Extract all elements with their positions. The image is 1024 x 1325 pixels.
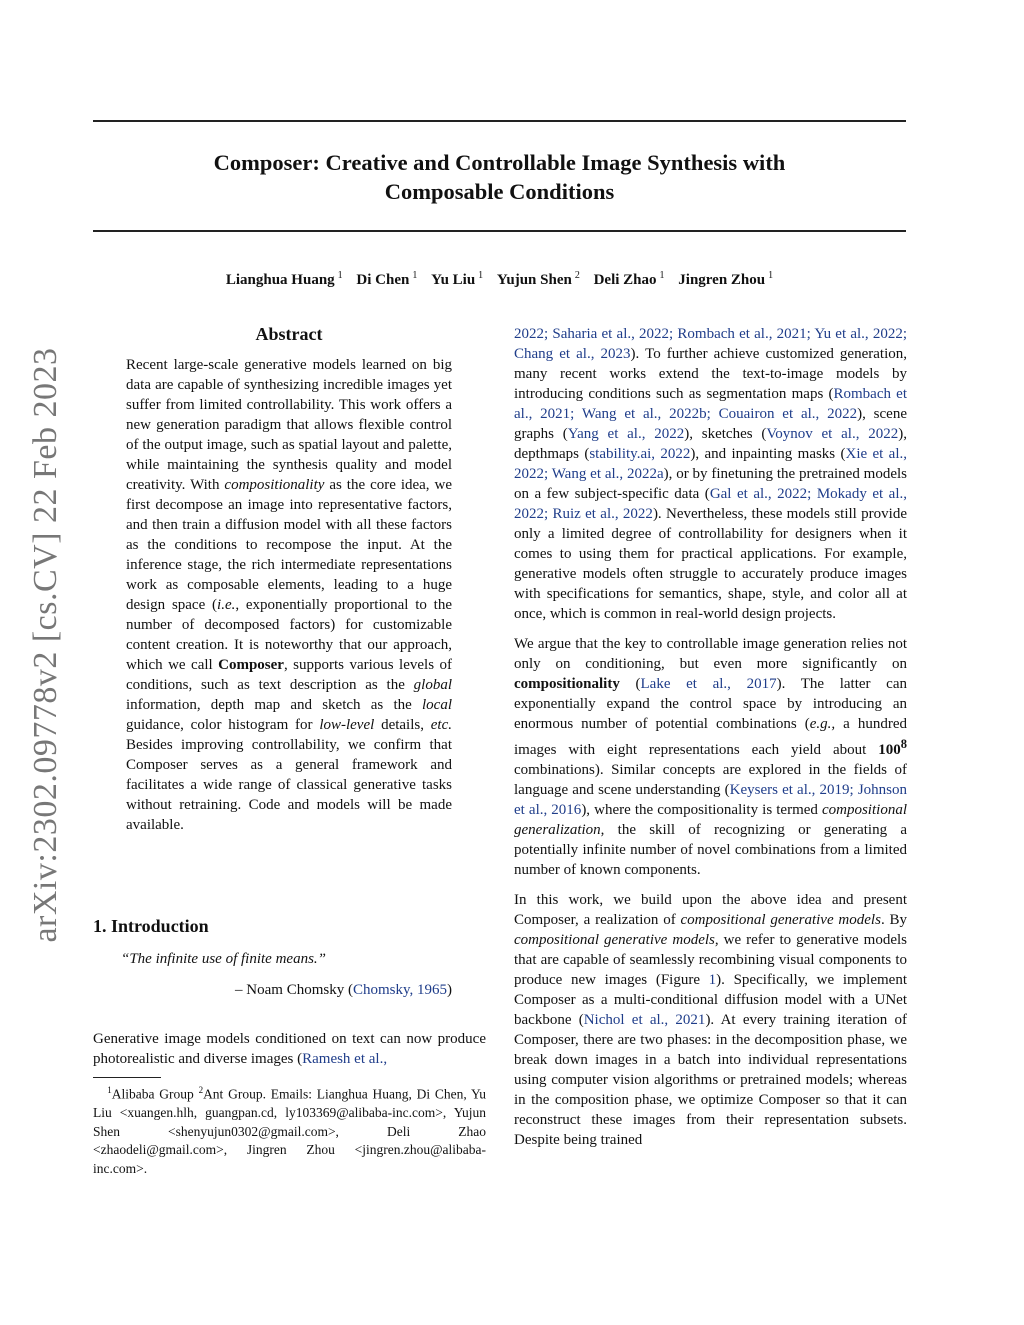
epigraph-quote: “The infinite use of finite means.” (121, 951, 326, 967)
citation-link[interactable]: Lake et al., 2017 (640, 676, 777, 692)
affiliation-footnote: $^1$Alibaba Group $^2$Ant Group. Emails: Lianghua Huang, Di Chen, Yu Liu <xuangen.hlh, guangpan.cd, ly103369@alibaba-inc.com>, Yujun Shen <shenyujun0302@gmail.com>, Deli Zhao <zhaodeli@gmail.com>, Jingren Zhou <jingren.zhou@alibaba-inc.com>. (93, 1085, 486, 1176)
citation-link[interactable]: Ramesh et al., (302, 1051, 388, 1067)
author: Di Chen $^1$ (356, 270, 418, 288)
citation-link[interactable]: Chomsky, 1965 (352, 982, 447, 998)
paragraph: 2022; Saharia et al., 2022; Rombach et al., 2021; Yu et al., 2022; Chang et al., 2023). To further achieve customized generation, many recent works extend the text-to-image models by introducing conditions such as segmentation maps (Rombach et al., 2021; Wang et al., 2022b; Couairon et al., 2022), scene graphs (Yang et al., 2022), sketches (Voynov et al., 2022), depthmaps (stability.ai, 2022), and inpainting masks (Xie et al., 2022; Wang et al., 2022a), or by finetuning the pretrained models on a few subject-specific data (Gal et al., 2022; Mokady et al., 2022; Ruiz et al., 2022). Nevertheless, these models still provide only a limited degree of controllability for designers when it comes to using them for practical applications. For example, generative models often struggle to accurately produce images with specifications for semantics, shape, style, and color all at once, which is common in real-world design projects. (514, 326, 908, 622)
right-column (514, 324, 907, 1160)
author-list (93, 266, 906, 290)
title-bottom-rule (93, 230, 906, 232)
citation-link[interactable]: Rombach et al., 2021; Wang et al., 2022b; Couairon et al., 2022 (514, 386, 907, 422)
paragraph: In this work, we build upon the above idea and present Composer, a realization of compositional generative models. By compositional generative models, we refer to generative models that are capable of seamlessly recombining visual components to produce new images (Figure 1). Specifically, we implement Composer as a multi-conditional diffusion model with a UNet backbone (Nichol et al., 2021). At every training iteration of Composer, there are two phases: in the decomposition phase, we break down images in a batch into individual representations using computer vision algorithms or pretrained models; whereas in the composition phase, we optimize Composer so that it can reconstruct these images from their representation subsets. Despite being trained (514, 892, 908, 1148)
section-heading-introduction: 1. Introduction (93, 916, 209, 936)
intro-paragraph: Generative image models conditioned on text can now produce photorealistic and diverse images (Ramesh et al., (93, 1031, 486, 1067)
paper-title (93, 148, 906, 206)
title-line-2: Composable Conditions (384, 179, 615, 204)
citation-link[interactable]: Gal et al., 2022; Mokady et al., 2022; Ruiz et al., 2022 (514, 486, 908, 522)
citation-link[interactable]: Nichol et al., 2021 (583, 1012, 706, 1028)
abstract-body: Recent large-scale generative models learned on big data are capable of synthesizing incredible images yet suffer from limited controllability. This work offers a new generation paradigm that allows flexible control of the output image, such as spatial layout and palette, while maintaining the synthesis quality and model creativity. With compositionality as the core idea, we first decompose an image into representative factors, and then train a diffusion model with all these factors as the conditions to recompose the input. At the inference stage, the rich intermediate representations work as composable elements, leading to a huge design space (i.e., exponentially proportional to the number of decomposed factors) for customizable content creation. It is noteworthy that our approach, which we call Composer, supports various levels of conditions, such as text description as the global information, depth map and sketch as the local guidance, color histogram for low-level details, etc. Besides improving controllability, we confirm that Composer serves as a general framework and facilitates a wide range of classical generative tasks without retraining. Code and models will be made available. (126, 357, 452, 833)
citation-link[interactable]: Yang et al., 2022 (567, 426, 685, 442)
citation-link[interactable]: 2022; Saharia et al., 2022; Rombach et al., 2021; Yu et al., 2022; Chang et al., 2023 (514, 326, 907, 362)
footnote-rule (93, 1077, 161, 1078)
citation-link[interactable]: Keysers et al., 2019; Johnson et al., 2016 (514, 782, 907, 818)
citation-link[interactable]: Voynov et al., 2022 (766, 426, 899, 442)
author: Deli Zhao $^1$ (593, 270, 665, 288)
math-expression: $100^8$ (878, 737, 907, 758)
title-line-1: Composer: Creative and Controllable Image Synthesis with (213, 150, 786, 175)
figure-link[interactable]: 1 (708, 972, 717, 988)
paragraph: We argue that the key to controllable image generation relies not only on conditioning, but even more significantly on compositionality (Lake et al., 2017). The latter can exponentially expand the control space by introducing an enormous number of potential combinations (e.g., a hundred images with eight representations each yield about $100^8$ combinations). Similar concepts are explored in the fields of language and scene understanding (Keysers et al., 2019; Johnson et al., 2016), where the compositionality is termed compositional generalization, the skill of recognizing or generating a potentially infinite number of novel combinations from a limited number of known components. (514, 636, 907, 878)
top-rule (93, 120, 906, 122)
citation-link[interactable]: stability.ai, 2022 (589, 446, 691, 462)
epigraph-attribution: – Noam Chomsky (Chomsky, 1965) (235, 982, 452, 998)
abstract-heading: Abstract (255, 324, 323, 344)
author: Yujun Shen $^2$ (496, 270, 580, 288)
author: Jingren Zhou $^1$ (678, 270, 774, 288)
author: Lianghua Huang $^1$ (225, 270, 343, 288)
author: Yu Liu $^1$ (431, 270, 484, 288)
citation-link[interactable]: Xie et al., 2022; Wang et al., 2022a (514, 446, 908, 482)
